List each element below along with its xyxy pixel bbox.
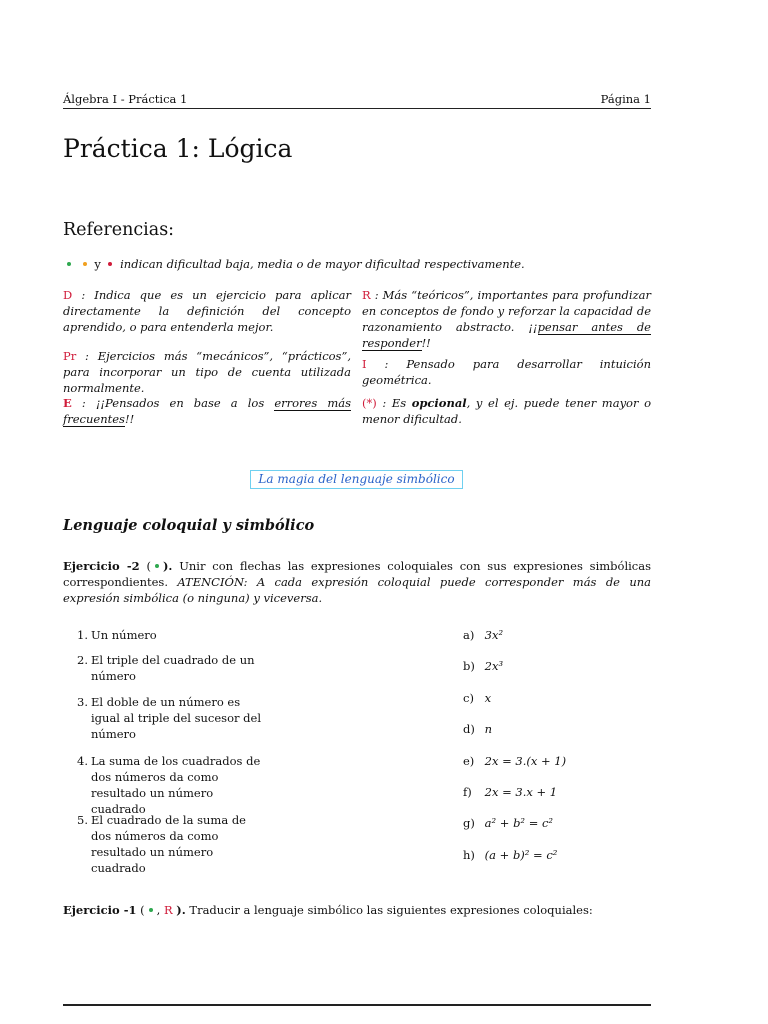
option-label: c) [463,691,474,705]
ref-pr-code: Pr [63,349,77,363]
exercise-minus1-text: Traducir a lenguaje simbólico las siguientes expresiones coloquiales: [189,903,593,917]
header-page-number: Página 1 [600,92,651,106]
ref-r-text: : Más “teóricos”, importantes para profundizar en conceptos de fondo y reforzar la capacidad de razonamiento abstracto. ¡¡ [362,288,652,334]
ref-pr [63,348,351,396]
ref-optional [362,395,651,427]
list-item-number: 2. [77,653,88,667]
difficulty-low-dot [155,564,159,568]
difficulty-high-dot [108,262,112,266]
ref-i-code: I [362,357,367,371]
references-heading: Referencias: [63,220,175,240]
option-expression: (a + b)² = c² [484,848,558,862]
ref-pr-text: : Ejercicios más “mecánicos”, “prácticos”, para incorporar un tipo de cuenta utilizada normalmente. [63,349,351,395]
difficulty-low-dot [67,262,71,266]
footer-rule [63,1004,651,1006]
document-page [63,0,651,1024]
ref-optional-pre: : Es [382,396,412,410]
exercise-minus1-label: Ejercicio -1 [63,903,137,917]
ref-e [63,395,351,427]
option-label: b) [463,659,475,673]
option-item [463,721,633,737]
option-expression: a² + b² = c² [484,816,554,830]
running-header [63,92,651,109]
option-item [463,847,633,863]
option-label: e) [463,754,475,768]
ref-optional-bold: opcional [411,396,467,410]
exercise-minus2-paren-close: ). [162,559,173,573]
ref-optional-code: (*) [362,396,377,410]
exercise-minus1-statement [63,902,651,918]
ref-r-code: R [362,288,371,302]
option-label: f) [463,785,472,799]
option-expression: 2x = 3.x + 1 [484,785,558,799]
option-expression: x [484,691,492,705]
ref-i-text: : Pensado para desarrollar intuición geométrica. [362,357,651,387]
header-course: Álgebra I - Práctica 1 [63,92,188,106]
ref-d [63,287,351,335]
exercise-minus1-comma: , [156,903,161,917]
difficulty-legend-text: indican dificultad baja, media o de mayor dificultad respectivamente. [120,257,525,271]
option-expression: 2x = 3.(x + 1) [484,754,567,768]
list-item-number: 3. [77,695,88,709]
list-item-number: 1. [77,628,88,642]
exercise-minus1-paren-close: ). [176,903,186,917]
page-title: Práctica 1: Lógica [63,134,293,163]
difficulty-legend [63,256,651,272]
list-item-text: El triple del cuadrado de un número [91,653,255,683]
option-expression: 3x² [484,628,504,642]
ref-r-underlined: pensar antes de responder [362,320,651,350]
ref-d-code: D [63,288,73,302]
option-expression: n [484,722,493,736]
exercise-minus2-attention: ATENCIÓN: A cada expresión coloquial puede corresponder más de una expresión simbólica (o ninguna) y viceversa. [63,575,652,605]
list-item-text: La suma de los cuadrados de dos números da como resultado un número cuadrado [91,754,261,816]
ref-e-text: : ¡¡Pensados en base a los [81,396,275,410]
option-expression: 2x³ [484,659,504,673]
option-item [463,815,633,831]
exercise-minus2-statement [63,558,651,606]
ref-d-text: : Indica que es un ejercicio para aplicar directamente la definición del concepto aprendido, o para entenderla mejor. [63,288,351,334]
exercise-minus2-text: Unir con flechas las expresiones coloquiales con sus expresiones simbólicas correspondientes. [63,559,651,589]
list-item-number: 5. [77,813,88,827]
ref-e-underlined: errores más frecuentes [63,396,351,426]
option-item [463,753,633,769]
exercise-minus2-paren-open: ( [146,559,151,573]
ref-e-code: E [63,396,72,410]
exercise-minus2-label: Ejercicio -2 [63,559,140,573]
list-item-text: El doble de un número es igual al triple del sucesor del número [91,695,262,741]
option-label: a) [463,628,475,642]
section-title: Lenguaje coloquial y simbólico [63,517,315,534]
ref-i [362,356,651,388]
exercise-minus1-paren-open: ( [140,903,145,917]
exercise-minus1-code: R [163,903,173,917]
ref-e-end: !! [124,412,135,426]
ref-r-end: !! [421,336,431,350]
ref-optional-post: , y el ej. puede tener mayor o menor dificultad. [362,396,652,426]
option-label: d) [463,722,475,736]
list-item-text: Un número [91,628,157,642]
option-item [463,627,633,643]
option-item [463,690,633,706]
ref-r [362,287,651,351]
difficulty-y-word: y [94,257,101,271]
option-label: g) [463,816,475,830]
magic-language-link[interactable]: La magia del lenguaje simbólico [250,470,463,489]
difficulty-low-dot [149,908,153,912]
option-label: h) [463,848,475,862]
difficulty-medium-dot [83,262,87,266]
option-item [463,658,633,674]
option-item [463,784,633,800]
list-item-number: 4. [77,754,88,768]
list-item-text: El cuadrado de la suma de dos números da como resultado un número cuadrado [91,813,246,875]
